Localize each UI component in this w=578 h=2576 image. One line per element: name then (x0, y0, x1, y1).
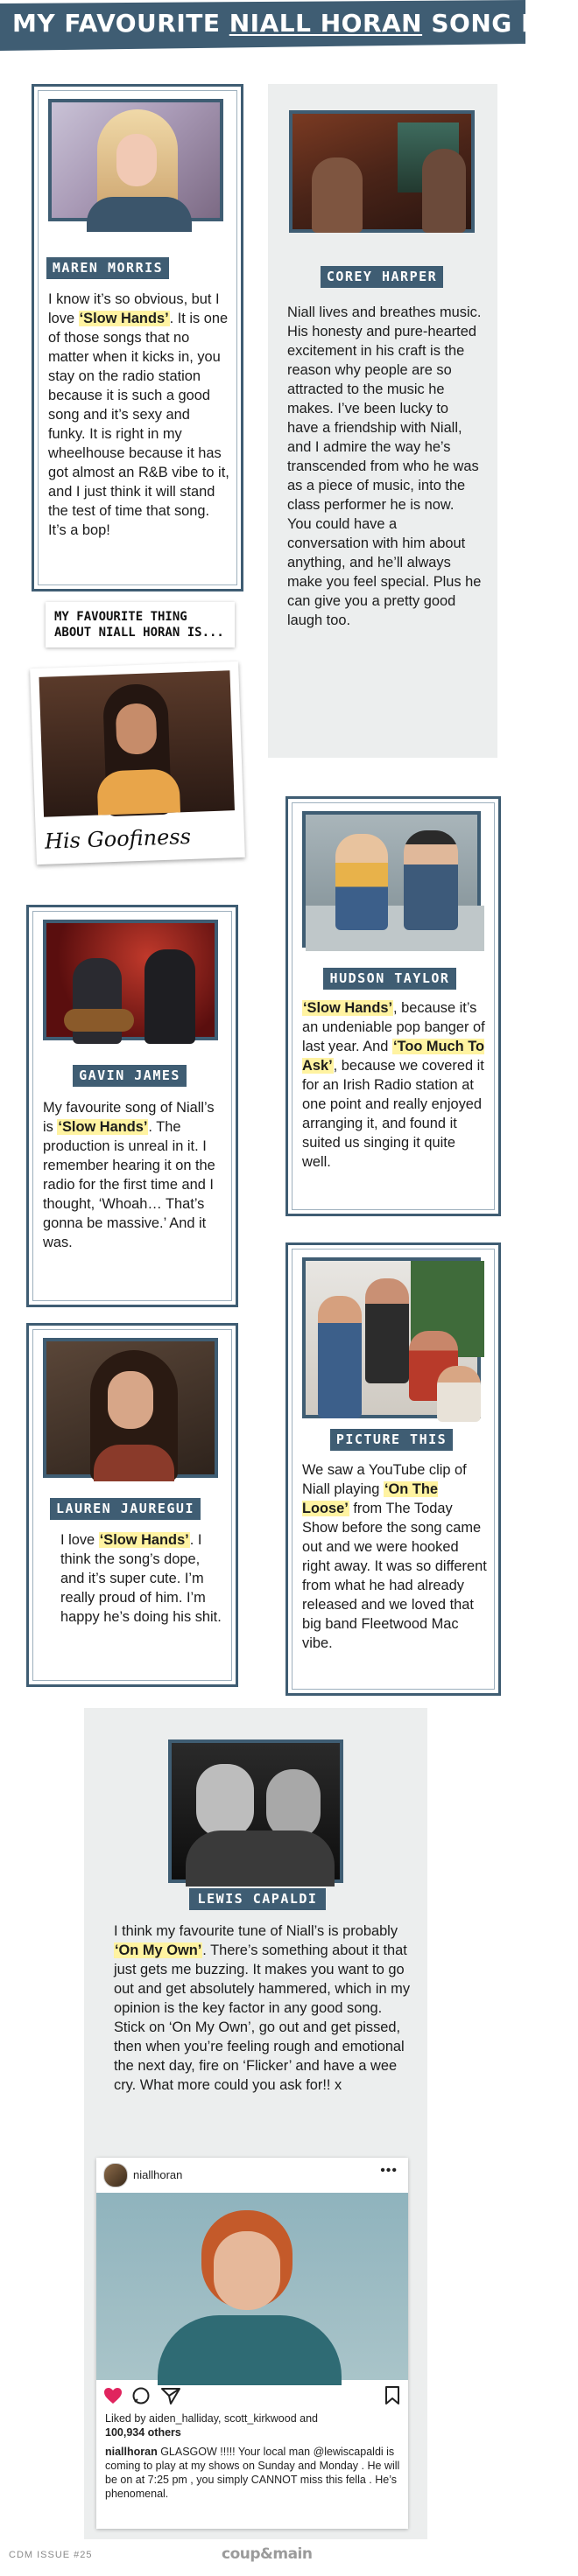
song-highlight: ‘Slow Hands’ (99, 1532, 189, 1548)
picture-this-name: PICTURE THIS (330, 1429, 453, 1451)
song-highlight: ‘On My Own’ (115, 1942, 202, 1958)
maren-morris-photo (48, 99, 223, 221)
lauren-jauregui-name: LAUREN JAUREGUI (50, 1498, 201, 1520)
instagram-username[interactable]: niallhoran (133, 2168, 183, 2181)
song-highlight: ‘On The Loose’ (302, 1481, 438, 1516)
brand-logo: coup&main (222, 2545, 313, 2563)
song-highlight: ‘Too Much To Ask’ (302, 1039, 485, 1074)
likes-summary: Liked by aiden_halliday, scott_kirkwood and 100,934 others (105, 2412, 318, 2439)
more-options-icon[interactable]: ••• (380, 2163, 398, 2178)
corey-harper-name: COREY HARPER (321, 266, 443, 288)
song-highlight: ‘Slow Hands’ (58, 1119, 148, 1135)
lewis-capaldi-quote: I think my favourite tune of Niall’s is probably ‘On My Own’. There’s something about it that just gets me buzzing. It makes you want to go out and get absolutely hammered, which in my opinion is the key factor in any good song. Stick on ‘On My Own’, go out and get pissed, then when you’re feeling rough and emotional the next day, fire on ‘Flicker’ and have a wee cry. What more could you ask for!! x (114, 1923, 411, 2093)
gavin-james-name: GAVIN JAMES (73, 1065, 187, 1087)
card-hudson-taylor (285, 796, 501, 1216)
gavin-james-photo (43, 920, 218, 1040)
lewis-capaldi-name: LEWIS CAPALDI (189, 1888, 326, 1910)
lauren-jauregui-quote: I love ‘Slow Hands’. I think the song’s dope, and it’s super cute. I’m really proud of him. I’m happy he’s doing his shit. (60, 1532, 222, 1625)
heart-icon[interactable] (103, 2387, 123, 2404)
card-corey-harper (268, 84, 497, 758)
avatar[interactable] (103, 2163, 128, 2188)
card-maren-morris (32, 84, 243, 592)
page-title: MY FAVOURITE NIALL HORAN SONG IS... (12, 9, 578, 38)
picture-this-quote: We saw a YouTube clip of Niall playing ‘On The Loose’ from The Today Show before the song came out and we were hooked right away. It was so different from what he had already released and we loved that big band Fleetwood Mac vibe. (302, 1462, 487, 1651)
hudson-taylor-name: HUDSON TAYLOR (323, 968, 456, 990)
instagram-photo[interactable] (96, 2193, 408, 2380)
corey-harper-quote: Niall lives and breathes music. His honesty and pure-hearted excitement in his craft is the reason why people are so attracted to the music he makes. I’ve been lucky to have a friendship with Niall, and I admire the way he’s transcended from who he was as a piece of music, into the class performer he is now. You could have a conversation with him about anything, and he’ll always make you feel special. Plus he can give you a pretty good laugh too. (287, 304, 482, 628)
instagram-post (96, 2158, 408, 2529)
card-picture-this (285, 1242, 501, 1696)
hudson-taylor-quote: ‘Slow Hands’, because it’s an undeniable pop banger of last year. And ‘Too Much To Ask’, because we covered it for an Irish Radio station at one point and really enjoyed arranging it, and found it suited us singing it quite well. (302, 1000, 485, 1170)
lauren-jauregui-photo (43, 1338, 218, 1478)
favourite-thing-label: MY FAVOURITE THING ABOUT NIALL HORAN IS... (46, 602, 235, 648)
comment-icon[interactable] (131, 2386, 151, 2405)
song-highlight: ‘Slow Hands’ (79, 311, 169, 326)
card-lauren-jauregui (26, 1323, 238, 1687)
song-highlight: ‘Slow Hands’ (303, 1000, 393, 1016)
gavin-james-quote: My favourite song of Niall’s is ‘Slow Hands’. The production is unreal in it. I remember hearing it on the radio for the first time and I thought, ‘Whoah… That’s gonna be massive.’ And it was. (43, 1100, 215, 1250)
maren-morris-name: MAREN MORRIS (46, 257, 169, 279)
post-caption: niallhoran GLASGOW !!!!! Your local man @lewiscapaldi is coming to play at my shows on Sunday and Monday . He will be on at 7:25 pm , you simply CANNOT miss this fella . He’s phenomenal. (105, 2446, 400, 2500)
header-banner (0, 0, 578, 54)
picture-this-photo (302, 1257, 481, 1418)
share-icon[interactable] (161, 2387, 180, 2404)
favourite-thing-answer: His Goofiness (44, 823, 192, 854)
maren-morris-quote: I know it’s so obvious, but I love ‘Slow Hands’. It is one of those songs that no matter when it kicks in, you stay on the radio station because it is such a good song and it’s sexy and funky. It is right in my wheelhouse because it has got almost an R&B vibe to it, and I just think it will stand the test of time that song. It’s a bop! (48, 291, 229, 538)
lewis-capaldi-photo (168, 1740, 343, 1883)
hudson-taylor-photo (302, 811, 481, 948)
corey-harper-photo (289, 110, 475, 233)
card-gavin-james (26, 905, 238, 1307)
card-lewis-capaldi (84, 1708, 427, 2539)
bookmark-icon[interactable] (385, 2386, 399, 2405)
favourite-thing-polaroid (30, 662, 245, 864)
issue-number: CDM ISSUE #25 (9, 2550, 93, 2560)
